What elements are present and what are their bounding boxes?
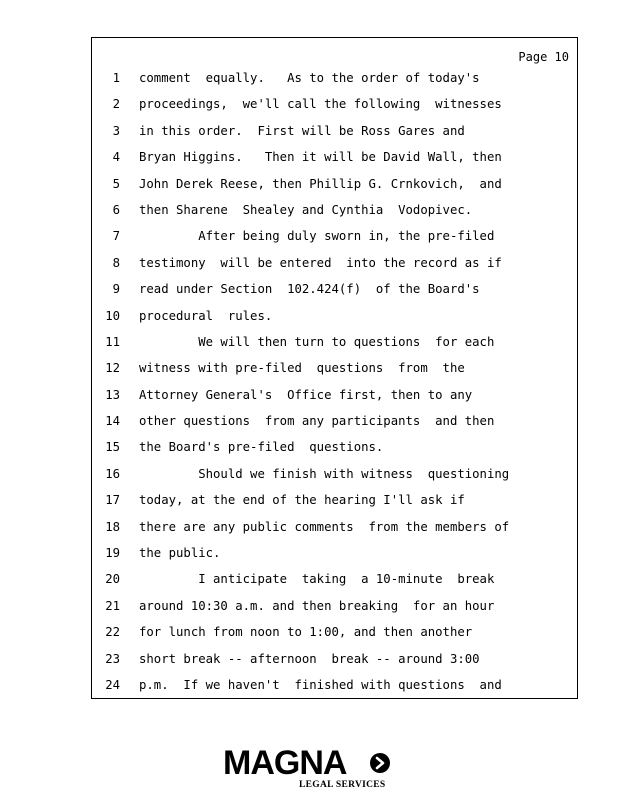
line-text: We will then turn to questions for each xyxy=(139,334,495,349)
line-text: proceedings, we'll call the following witnesses xyxy=(139,97,502,112)
transcript-line xyxy=(92,625,577,651)
line-text: Attorney General's Office first, then to any xyxy=(139,387,473,402)
line-text: comment equally. As to the order of today's xyxy=(139,71,480,85)
line-number: 11 xyxy=(105,334,120,349)
line-text: After being duly sworn in, the pre-filed xyxy=(139,229,495,244)
line-text: testimony will be entered into the record as if xyxy=(139,255,502,270)
line-number: 4 xyxy=(112,150,120,165)
transcript-line xyxy=(92,229,577,255)
line-text: John Derek Reese, then Phillip G. Crnkovich, and xyxy=(139,176,502,191)
line-number: 7 xyxy=(112,229,120,244)
line-number: 20 xyxy=(105,572,120,587)
line-text: then Sharene Shealey and Cynthia Vodopivec. xyxy=(139,202,473,217)
line-text: Should we finish with witness questioning xyxy=(139,466,510,481)
transcript-page xyxy=(91,37,578,699)
transcript-line xyxy=(92,599,577,625)
transcript-line xyxy=(92,414,577,440)
line-number: 1 xyxy=(112,71,120,85)
transcript-line xyxy=(92,309,577,335)
line-text: around 10:30 a.m. and then breaking for an hour xyxy=(139,598,495,613)
line-text: read under Section 102.424(f) of the Board's xyxy=(139,282,480,297)
transcript-line xyxy=(92,493,577,519)
line-text: in this order. First will be Ross Gares and xyxy=(139,123,465,138)
transcript-lines xyxy=(92,71,577,704)
line-number: 3 xyxy=(112,123,120,138)
line-number: 15 xyxy=(105,440,120,455)
line-number: 21 xyxy=(105,598,120,613)
line-number: 18 xyxy=(105,519,120,534)
transcript-line xyxy=(92,71,577,97)
line-text: other questions from any participants and then xyxy=(139,414,495,429)
line-number: 14 xyxy=(105,414,120,429)
line-number: 13 xyxy=(105,387,120,402)
line-text: today, at the end of the hearing I'll ask if xyxy=(139,493,465,508)
line-number: 23 xyxy=(105,651,120,666)
line-text: the public. xyxy=(139,546,221,561)
transcript-line xyxy=(92,150,577,176)
line-number: 24 xyxy=(105,677,120,692)
line-text: witness with pre-filed questions from the xyxy=(139,361,465,376)
transcript-line xyxy=(92,440,577,466)
transcript-line xyxy=(92,177,577,203)
line-number: 2 xyxy=(112,97,120,112)
line-number: 12 xyxy=(105,361,120,376)
transcript-line xyxy=(92,97,577,123)
transcript-line xyxy=(92,388,577,414)
line-number: 17 xyxy=(105,493,120,508)
logo-wordmark: MAGNA xyxy=(223,744,347,782)
logo-arrow-icon xyxy=(370,753,390,773)
line-text: for lunch from noon to 1:00, and then another xyxy=(139,625,473,640)
transcript-line xyxy=(92,467,577,493)
transcript-line xyxy=(92,282,577,308)
line-number: 22 xyxy=(105,625,120,640)
transcript-line xyxy=(92,520,577,546)
line-text: I anticipate taking a 10-minute break xyxy=(139,572,495,587)
page-number: Page 10 xyxy=(518,50,569,64)
magna-logo xyxy=(223,744,398,794)
line-number: 6 xyxy=(112,202,120,217)
transcript-line xyxy=(92,652,577,678)
line-text: p.m. If we haven't finished with questions and xyxy=(139,677,502,692)
line-number: 5 xyxy=(112,176,120,191)
transcript-line xyxy=(92,203,577,229)
line-text: there are any public comments from the members of xyxy=(139,519,510,534)
line-number: 19 xyxy=(105,546,120,561)
line-number: 9 xyxy=(112,282,120,297)
line-text: Bryan Higgins. Then it will be David Wall, then xyxy=(139,150,502,165)
logo-subtitle: LEGAL SERVICES xyxy=(299,780,386,790)
transcript-line xyxy=(92,361,577,387)
line-number: 10 xyxy=(105,308,120,323)
transcript-line xyxy=(92,678,577,704)
line-text: short break -- afternoon break -- around 3:00 xyxy=(139,651,480,666)
line-number: 8 xyxy=(112,255,120,270)
line-text: procedural rules. xyxy=(139,308,273,323)
transcript-line xyxy=(92,256,577,282)
transcript-line xyxy=(92,546,577,572)
transcript-line xyxy=(92,335,577,361)
line-number: 16 xyxy=(105,466,120,481)
line-text: the Board's pre-filed questions. xyxy=(139,440,384,455)
transcript-line xyxy=(92,124,577,150)
transcript-line xyxy=(92,572,577,598)
